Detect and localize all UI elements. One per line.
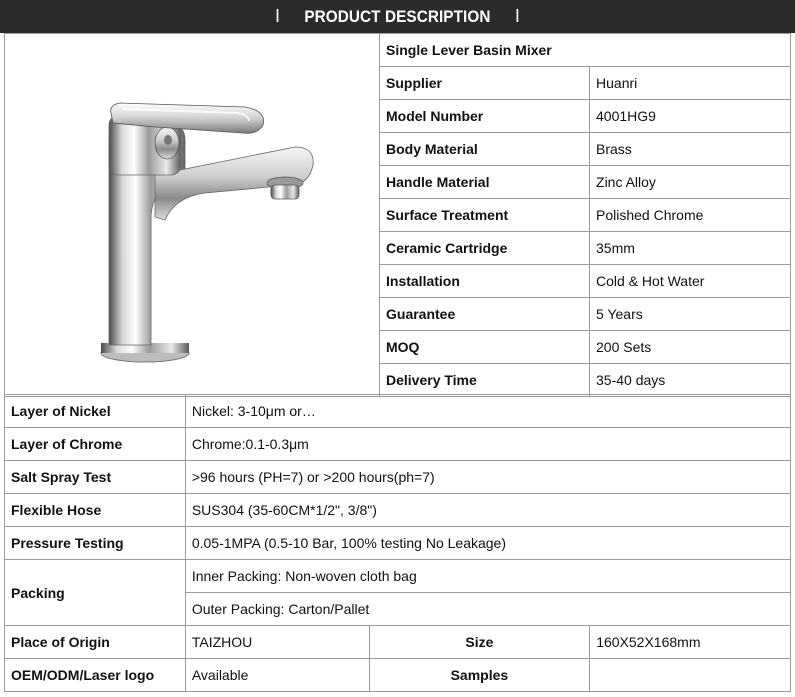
spec-label: Handle Material — [380, 166, 590, 199]
table-row — [5, 461, 791, 494]
spec-value: 200 Sets — [590, 331, 791, 364]
spec-value: 4001HG9 — [590, 100, 791, 133]
header-title: PRODUCT DESCRIPTION — [304, 6, 491, 26]
table-row — [5, 560, 791, 593]
spec-value: 35-40 days — [590, 364, 791, 397]
samples-value — [590, 659, 791, 692]
spec-label: MOQ — [380, 331, 590, 364]
detail-value: Nickel: 3-10μm or… — [185, 395, 790, 428]
oem-label: OEM/ODM/Laser logo — [5, 659, 186, 692]
table-row — [5, 395, 791, 428]
size-value: 160X52X168mm — [590, 626, 791, 659]
spec-label: Body Material — [380, 133, 590, 166]
origin-label: Place of Origin — [5, 626, 186, 659]
spec-table — [4, 33, 791, 397]
section-header — [0, 0, 795, 33]
spec-value: Polished Chrome — [590, 199, 791, 232]
spec-value: Huanri — [590, 67, 791, 100]
spec-label: Model Number — [380, 100, 590, 133]
detail-value: 0.05-1MPA (0.5-10 Bar, 100% testing No Leakage) — [185, 527, 790, 560]
spec-value: Cold & Hot Water — [590, 265, 791, 298]
detail-value: >96 hours (PH=7) or >200 hours(ph=7) — [185, 461, 790, 494]
spec-value: 5 Years — [590, 298, 791, 331]
detail-label: Layer of Chrome — [5, 428, 186, 461]
detail-label: Salt Spray Test — [5, 461, 186, 494]
detail-table — [4, 394, 791, 692]
detail-label: Layer of Nickel — [5, 395, 186, 428]
spec-value: Brass — [590, 133, 791, 166]
samples-label: Samples — [369, 659, 590, 692]
spec-value: Zinc Alloy — [590, 166, 791, 199]
detail-value: SUS304 (35-60CM*1/2", 3/8") — [185, 494, 790, 527]
faucet-image — [5, 35, 379, 395]
spec-label: Supplier — [380, 67, 590, 100]
detail-value: Chrome:0.1-0.3μm — [185, 428, 790, 461]
spec-label: Delivery Time — [380, 364, 590, 397]
table-row — [5, 659, 791, 692]
spec-label: Ceramic Cartridge — [380, 232, 590, 265]
packing-outer: Outer Packing: Carton/Pallet — [185, 593, 790, 626]
table-row — [5, 34, 791, 67]
table-row — [5, 626, 791, 659]
product-name: Single Lever Basin Mixer — [380, 34, 791, 67]
spec-value: 35mm — [590, 232, 791, 265]
product-image-cell — [5, 34, 380, 397]
header-bar-left: I — [275, 6, 281, 26]
spec-label: Installation — [380, 265, 590, 298]
spec-label: Surface Treatment — [380, 199, 590, 232]
packing-label: Packing — [5, 560, 186, 626]
detail-label: Pressure Testing — [5, 527, 186, 560]
size-label: Size — [369, 626, 590, 659]
table-row — [5, 527, 791, 560]
oem-value: Available — [185, 659, 369, 692]
header-bar-right: I — [514, 6, 520, 26]
packing-inner: Inner Packing: Non-woven cloth bag — [185, 560, 790, 593]
detail-label: Flexible Hose — [5, 494, 186, 527]
origin-value: TAIZHOU — [185, 626, 369, 659]
spec-label: Guarantee — [380, 298, 590, 331]
table-row — [5, 428, 791, 461]
table-row — [5, 494, 791, 527]
